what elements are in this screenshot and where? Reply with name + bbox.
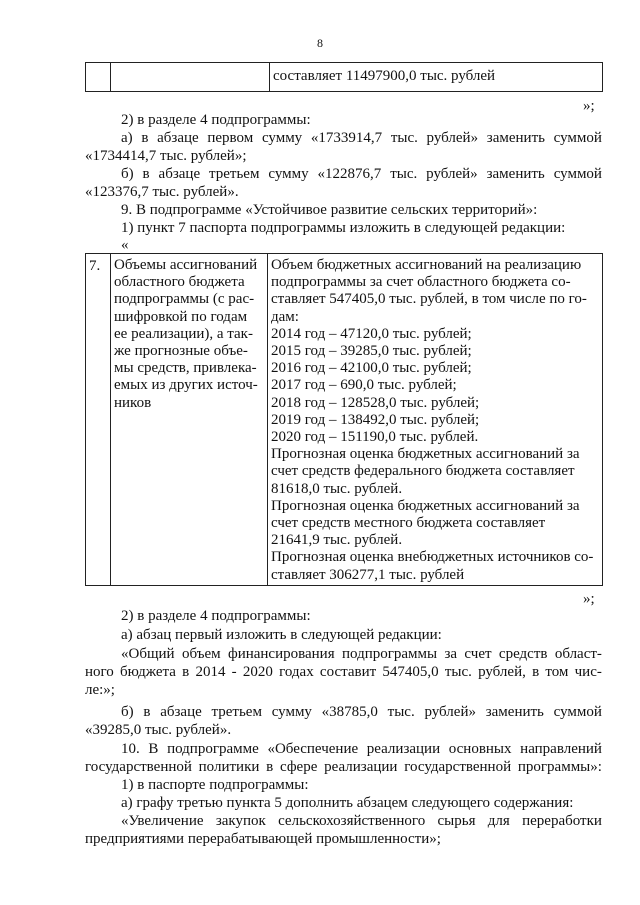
passport-item-value-line: счет средств местного бюджета составляет bbox=[271, 515, 546, 531]
passport-item-value-line: 81618,0 тыс. рублей. bbox=[271, 480, 403, 497]
paragraph-line: ного бюджета в 2014 - 2020 годах составит 547405,0 тыс. рублей, в том чис- bbox=[85, 664, 602, 680]
passport-item-value-line: 21641,9 тыс. рублей. bbox=[271, 532, 403, 549]
passport-item-number: 7. bbox=[89, 258, 101, 274]
passport-item-value-line: ставляет 547405,0 тыс. рублей, в том числе по го- bbox=[271, 291, 587, 308]
passport-item-value-line: 2015 год – 39285,0 тыс. рублей; bbox=[271, 343, 472, 359]
passport-item-value-line: Прогнозная оценка внебюджетных источников со- bbox=[271, 549, 594, 566]
paragraph-line: ле:»; bbox=[85, 682, 115, 698]
paragraph-line: «1734414,7 тыс. рублей»; bbox=[85, 148, 247, 164]
passport-item-name-line: областного бюджета bbox=[114, 274, 245, 291]
paragraph-line: б) в абзаце третьем сумму «38785,0 тыс. рублей» заменить суммой bbox=[121, 704, 602, 720]
paragraph-line: «Увеличение закупок сельскохозяйственного сырья для переработки bbox=[121, 813, 602, 829]
passport-item-value-line: Прогнозная оценка бюджетных ассигнований за bbox=[271, 497, 580, 514]
passport-item-value-line: Прогнозная оценка бюджетных ассигнований за bbox=[271, 446, 580, 463]
paragraph-line: 2) в разделе 4 подпрограммы: bbox=[121, 112, 311, 128]
passport-item-value-line: дам: bbox=[271, 308, 299, 325]
passport-item-value-line: 2019 год – 138492,0 тыс. рублей; bbox=[271, 411, 480, 428]
paragraph-line: предприятиями перерабатывающей промышленности»; bbox=[85, 831, 441, 847]
passport-item-value-line: 2014 год – 47120,0 тыс. рублей; bbox=[271, 325, 472, 342]
paragraph-line: 1) пункт 7 паспорта подпрограммы изложить в следующей редакции: bbox=[121, 220, 566, 236]
passport-item-value-line: подпрограммы за счет областного бюджета со- bbox=[271, 274, 571, 291]
paragraph-line: а) в абзаце первом сумму «1733914,7 тыс. рублей» заменить суммой bbox=[121, 130, 602, 146]
passport-item-name-line: ников bbox=[114, 394, 152, 411]
passport-item-name-line: ее реализации), а так- bbox=[114, 325, 253, 342]
passport-item-name-line: мы средств, привлека- bbox=[114, 360, 257, 377]
passport-item-value-line: 2018 год – 128528,0 тыс. рублей; bbox=[271, 394, 480, 411]
passport-item-value-line: счет средств федерального бюджета составляет bbox=[271, 463, 575, 480]
paragraph-line: 9. В подпрограмме «Устойчивое развитие сельских территорий»: bbox=[121, 202, 538, 218]
paragraph-line: государственной политики в сфере реализации государственной программы»: bbox=[85, 759, 602, 775]
page-number: 8 bbox=[317, 36, 323, 50]
passport-item-value-line: 2020 год – 151190,0 тыс. рублей. bbox=[271, 429, 479, 445]
paragraph-line: б) в абзаце третьем сумму «122876,7 тыс. рублей» заменить суммой bbox=[121, 166, 602, 182]
passport-item-name-line: Объемы ассигнований bbox=[114, 257, 258, 273]
paragraph-line: 2) в разделе 4 подпрограммы: bbox=[121, 608, 311, 624]
top-table-cell-text: составляет 11497900,0 тыс. рублей bbox=[273, 68, 496, 84]
paragraph-line: «39285,0 тыс. рублей». bbox=[85, 722, 232, 738]
passport-item-value-line: ставляет 306277,1 тыс. рублей bbox=[271, 566, 465, 583]
passport-item-name-line: емых из других источ- bbox=[114, 377, 258, 394]
passport-item-name-line: шифровкой по годам bbox=[114, 308, 248, 325]
passport-item-value-line: Объем бюджетных ассигнований на реализацию bbox=[271, 257, 582, 273]
passport-item-value-line: 2016 год – 42100,0 тыс. рублей; bbox=[271, 360, 472, 377]
paragraph-line: а) графу третью пункта 5 дополнить абзацем следующего содержания: bbox=[121, 795, 574, 811]
passport-item-value-line: 2017 год – 690,0 тыс. рублей; bbox=[271, 377, 457, 394]
open-quote: « bbox=[121, 237, 129, 253]
passport-item-name-line: подпрограммы (с рас- bbox=[114, 291, 255, 308]
paragraph-line: а) абзац первый изложить в следующей редакции: bbox=[121, 627, 442, 643]
close-quote-2: »; bbox=[583, 591, 595, 607]
paragraph-line: «Общий объем финансирования подпрограммы за счет средств област- bbox=[121, 646, 602, 662]
paragraph-line: 1) в паспорте подпрограммы: bbox=[121, 777, 309, 793]
close-quote-1: »; bbox=[583, 98, 595, 114]
passport-item-name-line: же прогнозные объе- bbox=[114, 343, 248, 359]
paragraph-line: «123376,7 тыс. рублей». bbox=[85, 184, 239, 200]
paragraph-line: 10. В подпрограмме «Обеспечение реализации основных направлений bbox=[121, 741, 602, 757]
